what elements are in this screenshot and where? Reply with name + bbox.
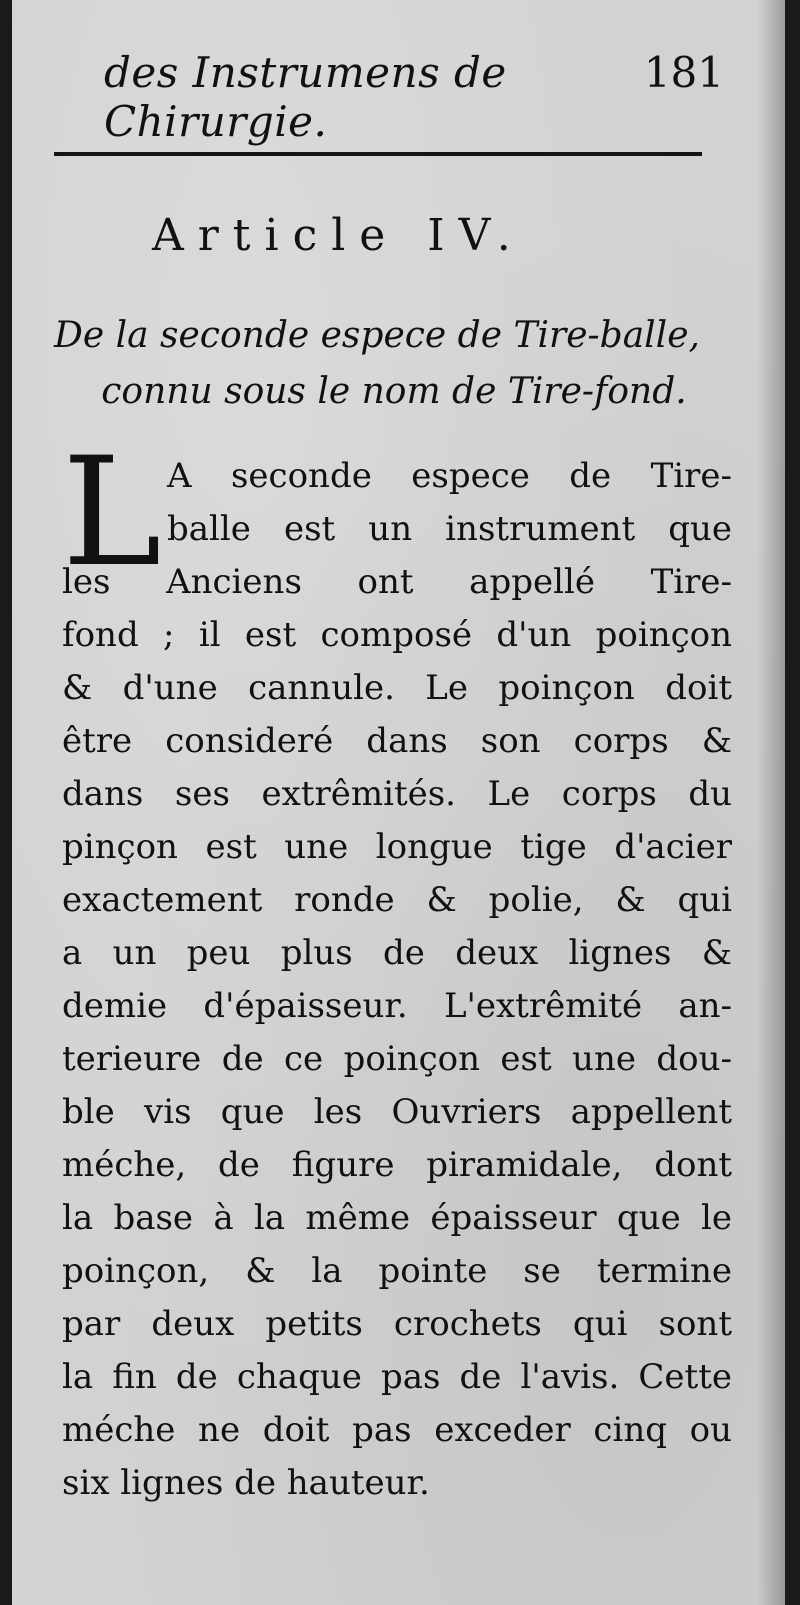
body-line: terieure de ce poinçon est une dou-	[62, 1039, 732, 1079]
book-page	[12, 0, 785, 1605]
body-line: la fin de chaque pas de l'avis. Cette	[62, 1357, 732, 1397]
body-line: être consideré dans son corps &	[62, 721, 732, 761]
page-edge-shadow	[757, 0, 785, 1605]
body-line: exactement ronde & polie, & qui	[62, 880, 732, 920]
body-line: méche, de figure piramidale, dont	[62, 1145, 732, 1185]
running-head	[104, 48, 724, 146]
body-text	[62, 450, 732, 1510]
body-line: six lignes de hauteur.	[62, 1463, 430, 1503]
drop-cap: L	[62, 426, 162, 600]
body-line: méche ne doit pas exceder cinq ou	[62, 1410, 732, 1450]
body-line: a un peu plus de deux lignes &	[62, 933, 732, 973]
body-line: ble vis que les Ouvriers appellent	[62, 1092, 732, 1132]
subtitle-line-1: De la seconde espece de Tire-balle,	[54, 315, 700, 356]
article-subtitle	[54, 308, 734, 420]
body-line: pinçon est une longue tige d'acier	[62, 827, 732, 867]
body-line: la base à la même épaisseur que le	[62, 1198, 732, 1238]
running-title: des Instrumens de Chirurgie.	[104, 48, 507, 146]
body-line: par deux petits crochets qui sont	[62, 1304, 732, 1344]
page-number: 181	[643, 48, 724, 97]
body-line: balle est un instrument que	[167, 509, 732, 549]
body-line: & d'une cannule. Le poinçon doit	[62, 668, 732, 708]
body-line: dans ses extrêmités. Le corps du	[62, 774, 732, 814]
subtitle-line-2: connu sous le nom de Tire-fond.	[101, 371, 687, 412]
body-line: poinçon, & la pointe se termine	[62, 1251, 732, 1291]
header-rule	[54, 152, 702, 156]
body-line: demie d'épaisseur. L'extrêmité an-	[62, 986, 732, 1026]
body-line: les Anciens ont appellé Tire-	[62, 562, 732, 602]
article-heading: Article IV.	[152, 210, 525, 261]
body-line: fond ; il est composé d'un poinçon	[62, 615, 732, 655]
body-line: A seconde espece de Tire-	[167, 456, 732, 496]
